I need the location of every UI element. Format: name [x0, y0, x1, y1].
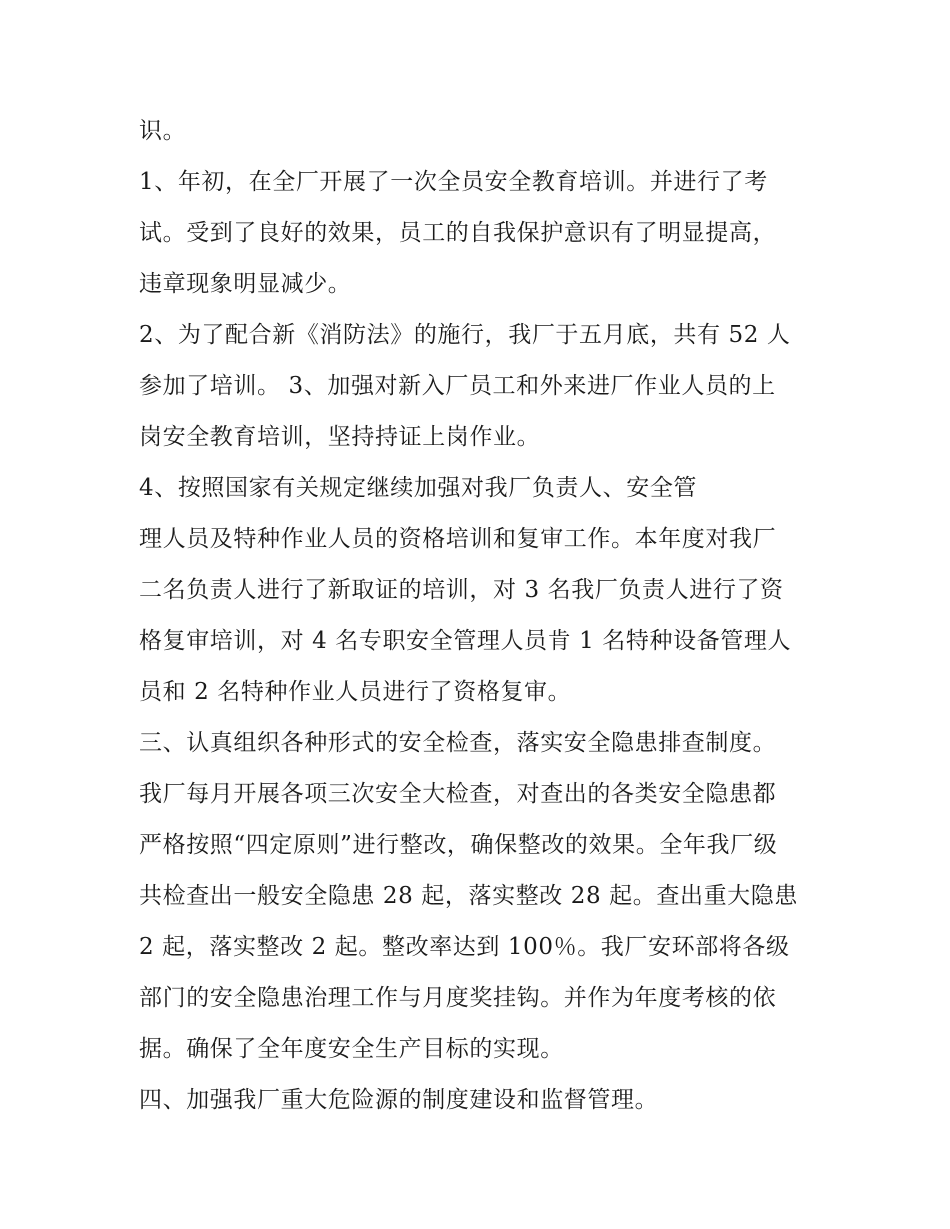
text-line: 识。 [139, 118, 187, 144]
text-line: 严格按照“四定原则”进行整改，确保整改的效果。全年我厂级 [139, 832, 778, 858]
text-line: 2、为了配合新《消防法》的施行，我厂于五月底，共有 52 人 [139, 322, 791, 348]
text-line: 岗安全教育培训，坚持持证上岗作业。 [139, 424, 541, 450]
text-line: 二名负责人进行了新取证的培训，对 3 名我厂负责人进行了资 [139, 577, 784, 603]
text-line: 四、加强我厂重大危险源的制度建设和监督管理。 [139, 1087, 659, 1113]
text-line: 2 起，落实整改 2 起。整改率达到 100％。我厂安环部将各级 [139, 934, 790, 960]
text-line: 参加了培训。 3、加强对新入厂员工和外来进厂作业人员的上 [139, 373, 776, 399]
text-line: 我厂每月开展各项三次安全大检查，对查出的各类安全隐患都 [139, 781, 777, 807]
text-line: 4、按照国家有关规定继续加强对我厂负责人、安全管 [139, 475, 698, 501]
text-line: 三、认真组织各种形式的安全检查，落实安全隐患排查制度。 [139, 730, 777, 756]
text-line: 员和 2 名特种作业人员进行了资格复审。 [139, 679, 572, 705]
text-line: 1、年初，在全厂开展了一次全员安全教育培训。并进行了考 [139, 169, 768, 195]
text-line: 据。确保了全年度安全生产目标的实现。 [139, 1036, 564, 1062]
text-line: 试。受到了良好的效果，员工的自我保护意识有了明显提高， [139, 220, 777, 246]
text-line: 格复审培训，对 4 名专职安全管理人员肯 1 名特种设备管理人 [139, 628, 792, 654]
text-line: 理人员及特种作业人员的资格培训和复审工作。本年度对我厂 [139, 526, 777, 552]
text-line: 共检查出一般安全隐患 28 起，落实整改 28 起。查出重大隐患 [139, 883, 798, 909]
text-line: 部门的安全隐患治理工作与月度奖挂钩。并作为年度考核的依 [139, 985, 777, 1011]
document-body [139, 106, 819, 1126]
text-line: 违章现象明显减少。 [139, 271, 352, 297]
